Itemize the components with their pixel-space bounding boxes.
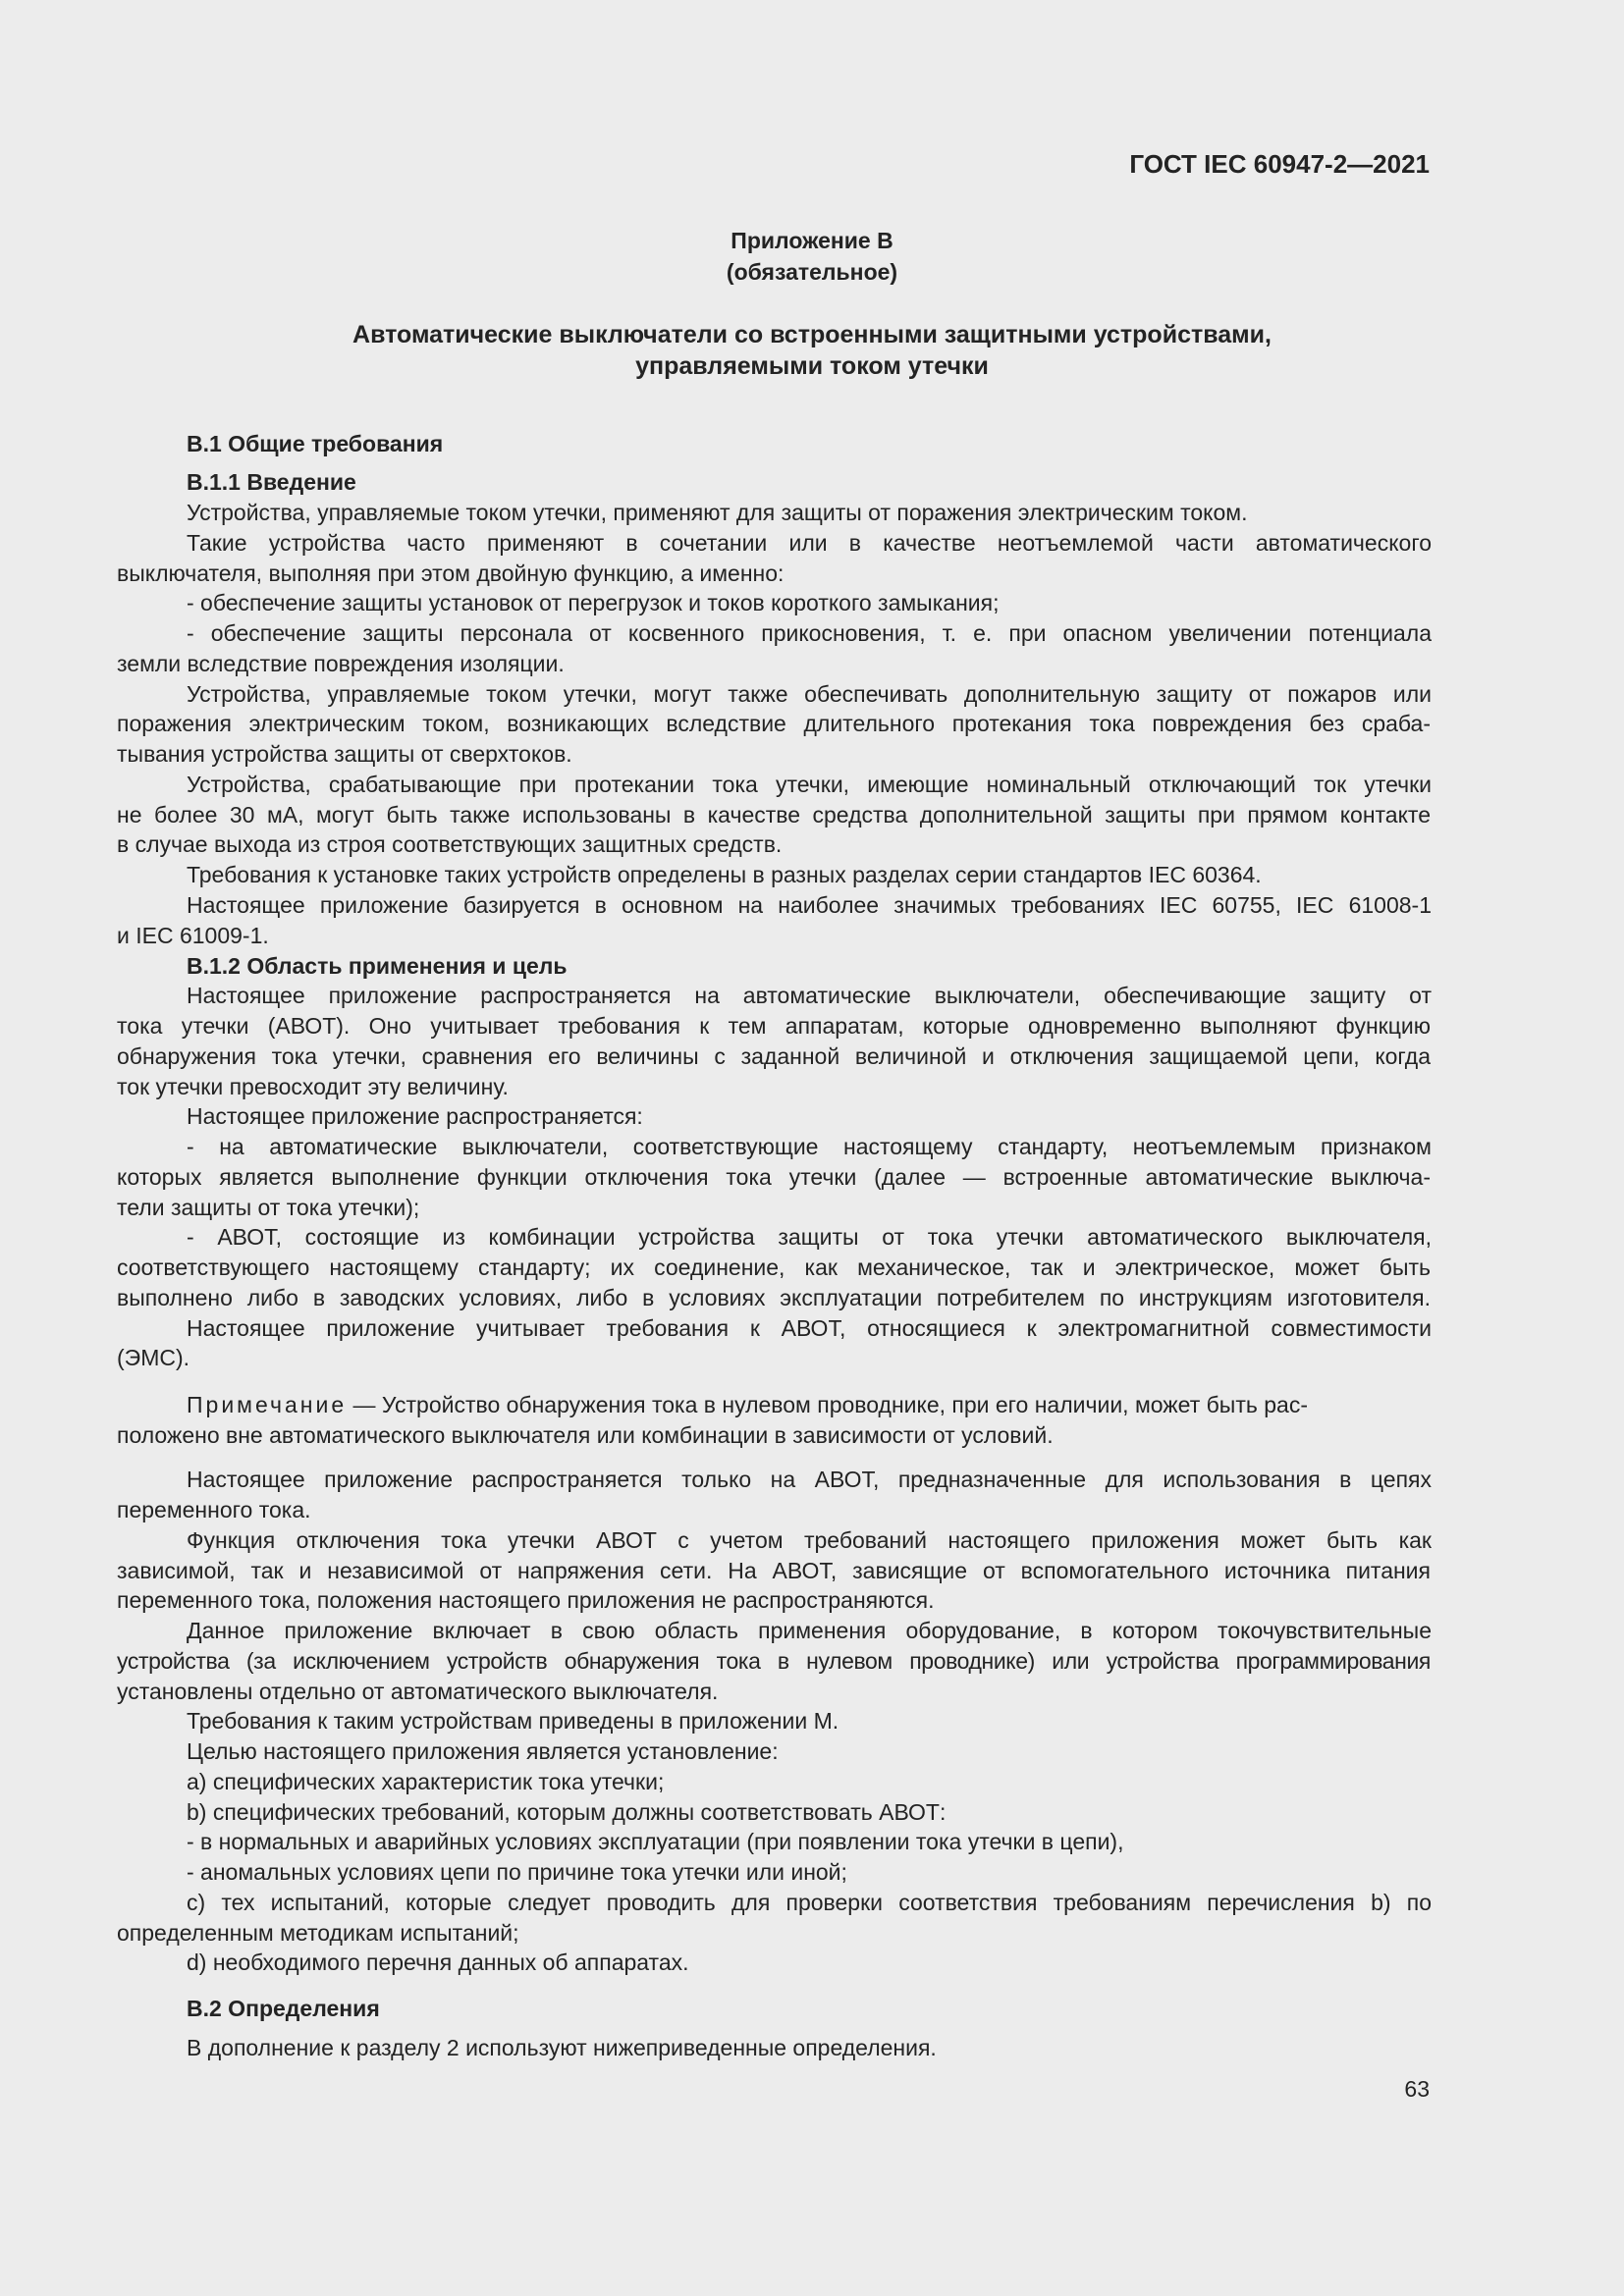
- note-line: положено вне автоматического выключателя или комбинации в зависимости от условий.: [117, 1422, 1054, 1448]
- list-item: выполнено либо в заводских условиях, либо в условиях эксплуатации потребителем по инструкциям изготовителя.: [117, 1285, 1431, 1310]
- paragraph-line: ток утечки превосходит эту величину.: [117, 1074, 509, 1099]
- paragraph-line: (ЭМС).: [117, 1345, 190, 1370]
- list-item: c) тех испытаний, которые следует проводить для проверки соответствия требованиям перечисления b) по: [187, 1890, 1432, 1915]
- appendix-label: Приложение В: [731, 228, 893, 253]
- list-item: определенным методикам испытаний;: [117, 1920, 519, 1946]
- list-item: которых является выполнение функции отключения тока утечки (далее — встроенные автоматические выключа-: [117, 1164, 1431, 1190]
- paragraph-line: Данное приложение включает в свою область применения оборудование, в котором токочувствительные: [187, 1618, 1432, 1643]
- paragraph-line: Настоящее приложение распространяется только на АВОТ, предназначенные для использования в цепях: [187, 1467, 1432, 1492]
- note-line: [0, 1390, 1624, 1419]
- list-item: земли вследствие повреждения изоляции.: [117, 651, 565, 676]
- list-item: соответствующего настоящему стандарту; их соединение, как механическое, так и электрическое, может быть: [117, 1255, 1431, 1280]
- paragraph-line: Настоящее приложение распространяется на автоматические выключатели, обеспечивающие защиту от: [187, 983, 1432, 1008]
- appendix-status: (обязательное): [726, 259, 898, 285]
- list-item: d) необходимого перечня данных об аппаратах.: [187, 1949, 689, 1975]
- paragraph-line: установлены отдельно от автоматического выключателя.: [117, 1679, 719, 1704]
- paragraph-line: Настоящее приложение базируется в основном на наиболее значимых требованиях IEC 60755, IEC 61008-1: [187, 892, 1432, 918]
- paragraph-line: Устройства, управляемые током утечки, могут также обеспечивать дополнительную защиту от пожаров или: [187, 681, 1432, 707]
- paragraph-line: зависимой, так и независимой от напряжения сети. На АВОТ, зависящие от вспомогательного источника питания: [117, 1558, 1431, 1583]
- paragraph-line: Настоящее приложение распространяется:: [187, 1103, 643, 1129]
- paragraph-line: выключателя, выполняя при этом двойную функцию, а именно:: [117, 561, 785, 586]
- subsection-heading: В.1.1 Введение: [187, 469, 356, 495]
- paragraph-line: Функция отключения тока утечки АВОТ с учетом требований настоящего приложения может быть как: [187, 1527, 1432, 1553]
- paragraph-line: Настоящее приложение учитывает требования к АВОТ, относящиеся к электромагнитной совместимости: [187, 1315, 1432, 1341]
- list-item: - обеспечение защиты установок от перегрузок и токов короткого замыкания;: [187, 590, 1000, 615]
- section-heading: В.1 Общие требования: [187, 431, 444, 456]
- list-item: - АВОТ, состоящие из комбинации устройства защиты от тока утечки автоматического выключателя,: [187, 1224, 1432, 1250]
- section-heading: В.2 Определения: [187, 1996, 380, 2021]
- list-item: тели защиты от тока утечки);: [117, 1195, 420, 1220]
- paragraph-line: Такие устройства часто применяют в сочетании или в качестве неотъемлемой части автоматического: [187, 530, 1432, 556]
- paragraph-line: обнаружения тока утечки, сравнения его величины с заданной величиной и отключения защищаемой цепи, когда: [117, 1043, 1431, 1069]
- subsection-heading: В.1.2 Область применения и цель: [187, 953, 568, 979]
- standard-designation: ГОСТ IEC 60947-2—2021: [1129, 149, 1430, 179]
- list-item: - обеспечение защиты персонала от косвенного прикосновения, т. е. при опасном увеличении потенциала: [187, 620, 1432, 646]
- paragraph-line: Требования к установке таких устройств определены в разных разделах серии стандартов IEC 60364.: [187, 862, 1262, 887]
- note-label: Примечание: [187, 1392, 348, 1417]
- list-item: a) специфических характеристик тока утечки;: [187, 1769, 665, 1794]
- page-number: 63: [1404, 2076, 1430, 2102]
- paragraph-line: поражения электрическим током, возникающих вследствие длительного протекания тока повреждения без сраба-: [117, 711, 1431, 736]
- appendix-title: управляемыми током утечки: [635, 352, 989, 380]
- paragraph-line: Устройства, срабатывающие при протекании тока утечки, имеющие номинальный отключающий ток утечки: [187, 772, 1432, 797]
- list-item: - в нормальных и аварийных условиях эксплуатации (при появлении тока утечки в цепи),: [187, 1829, 1124, 1854]
- paragraph-line: тывания устройства защиты от сверхтоков.: [117, 741, 572, 767]
- paragraph-line: Требования к таким устройствам приведены в приложении М.: [187, 1708, 839, 1734]
- paragraph-line: устройства (за исключением устройств обнаружения тока в нулевом проводнике) или устройства программирования: [117, 1648, 1431, 1674]
- list-item: - на автоматические выключатели, соответствующие настоящему стандарту, неотъемлемым признаком: [187, 1134, 1432, 1159]
- appendix-title: Автоматические выключатели со встроенными защитными устройствами,: [352, 321, 1272, 348]
- paragraph-line: в случае выхода из строя соответствующих защитных средств.: [117, 831, 783, 857]
- list-item: b) специфических требований, которым должны соответствовать АВОТ:: [187, 1799, 947, 1825]
- paragraph-line: Целью настоящего приложения является установление:: [187, 1738, 779, 1764]
- note-text: — Устройство обнаружения тока в нулевом проводнике, при его наличии, может быть рас-: [347, 1392, 1308, 1417]
- paragraph-line: Устройства, управляемые током утечки, применяют для защиты от поражения электрическим током.: [187, 500, 1248, 525]
- paragraph-line: переменного тока, положения настоящего приложения не распространяются.: [117, 1587, 935, 1613]
- paragraph-line: тока утечки (АВОТ). Оно учитывает требования к тем аппаратам, которые одновременно выполняют функцию: [117, 1013, 1431, 1039]
- list-item: - аномальных условиях цепи по причине тока утечки или иной;: [187, 1859, 847, 1885]
- paragraph-line: переменного тока.: [117, 1497, 311, 1522]
- paragraph-line: и IEC 61009-1.: [117, 923, 269, 948]
- paragraph-line: В дополнение к разделу 2 используют нижеприведенные определения.: [187, 2035, 937, 2060]
- paragraph-line: не более 30 мА, могут быть также использованы в качестве средства дополнительной защиты при прямом контакте: [117, 802, 1431, 828]
